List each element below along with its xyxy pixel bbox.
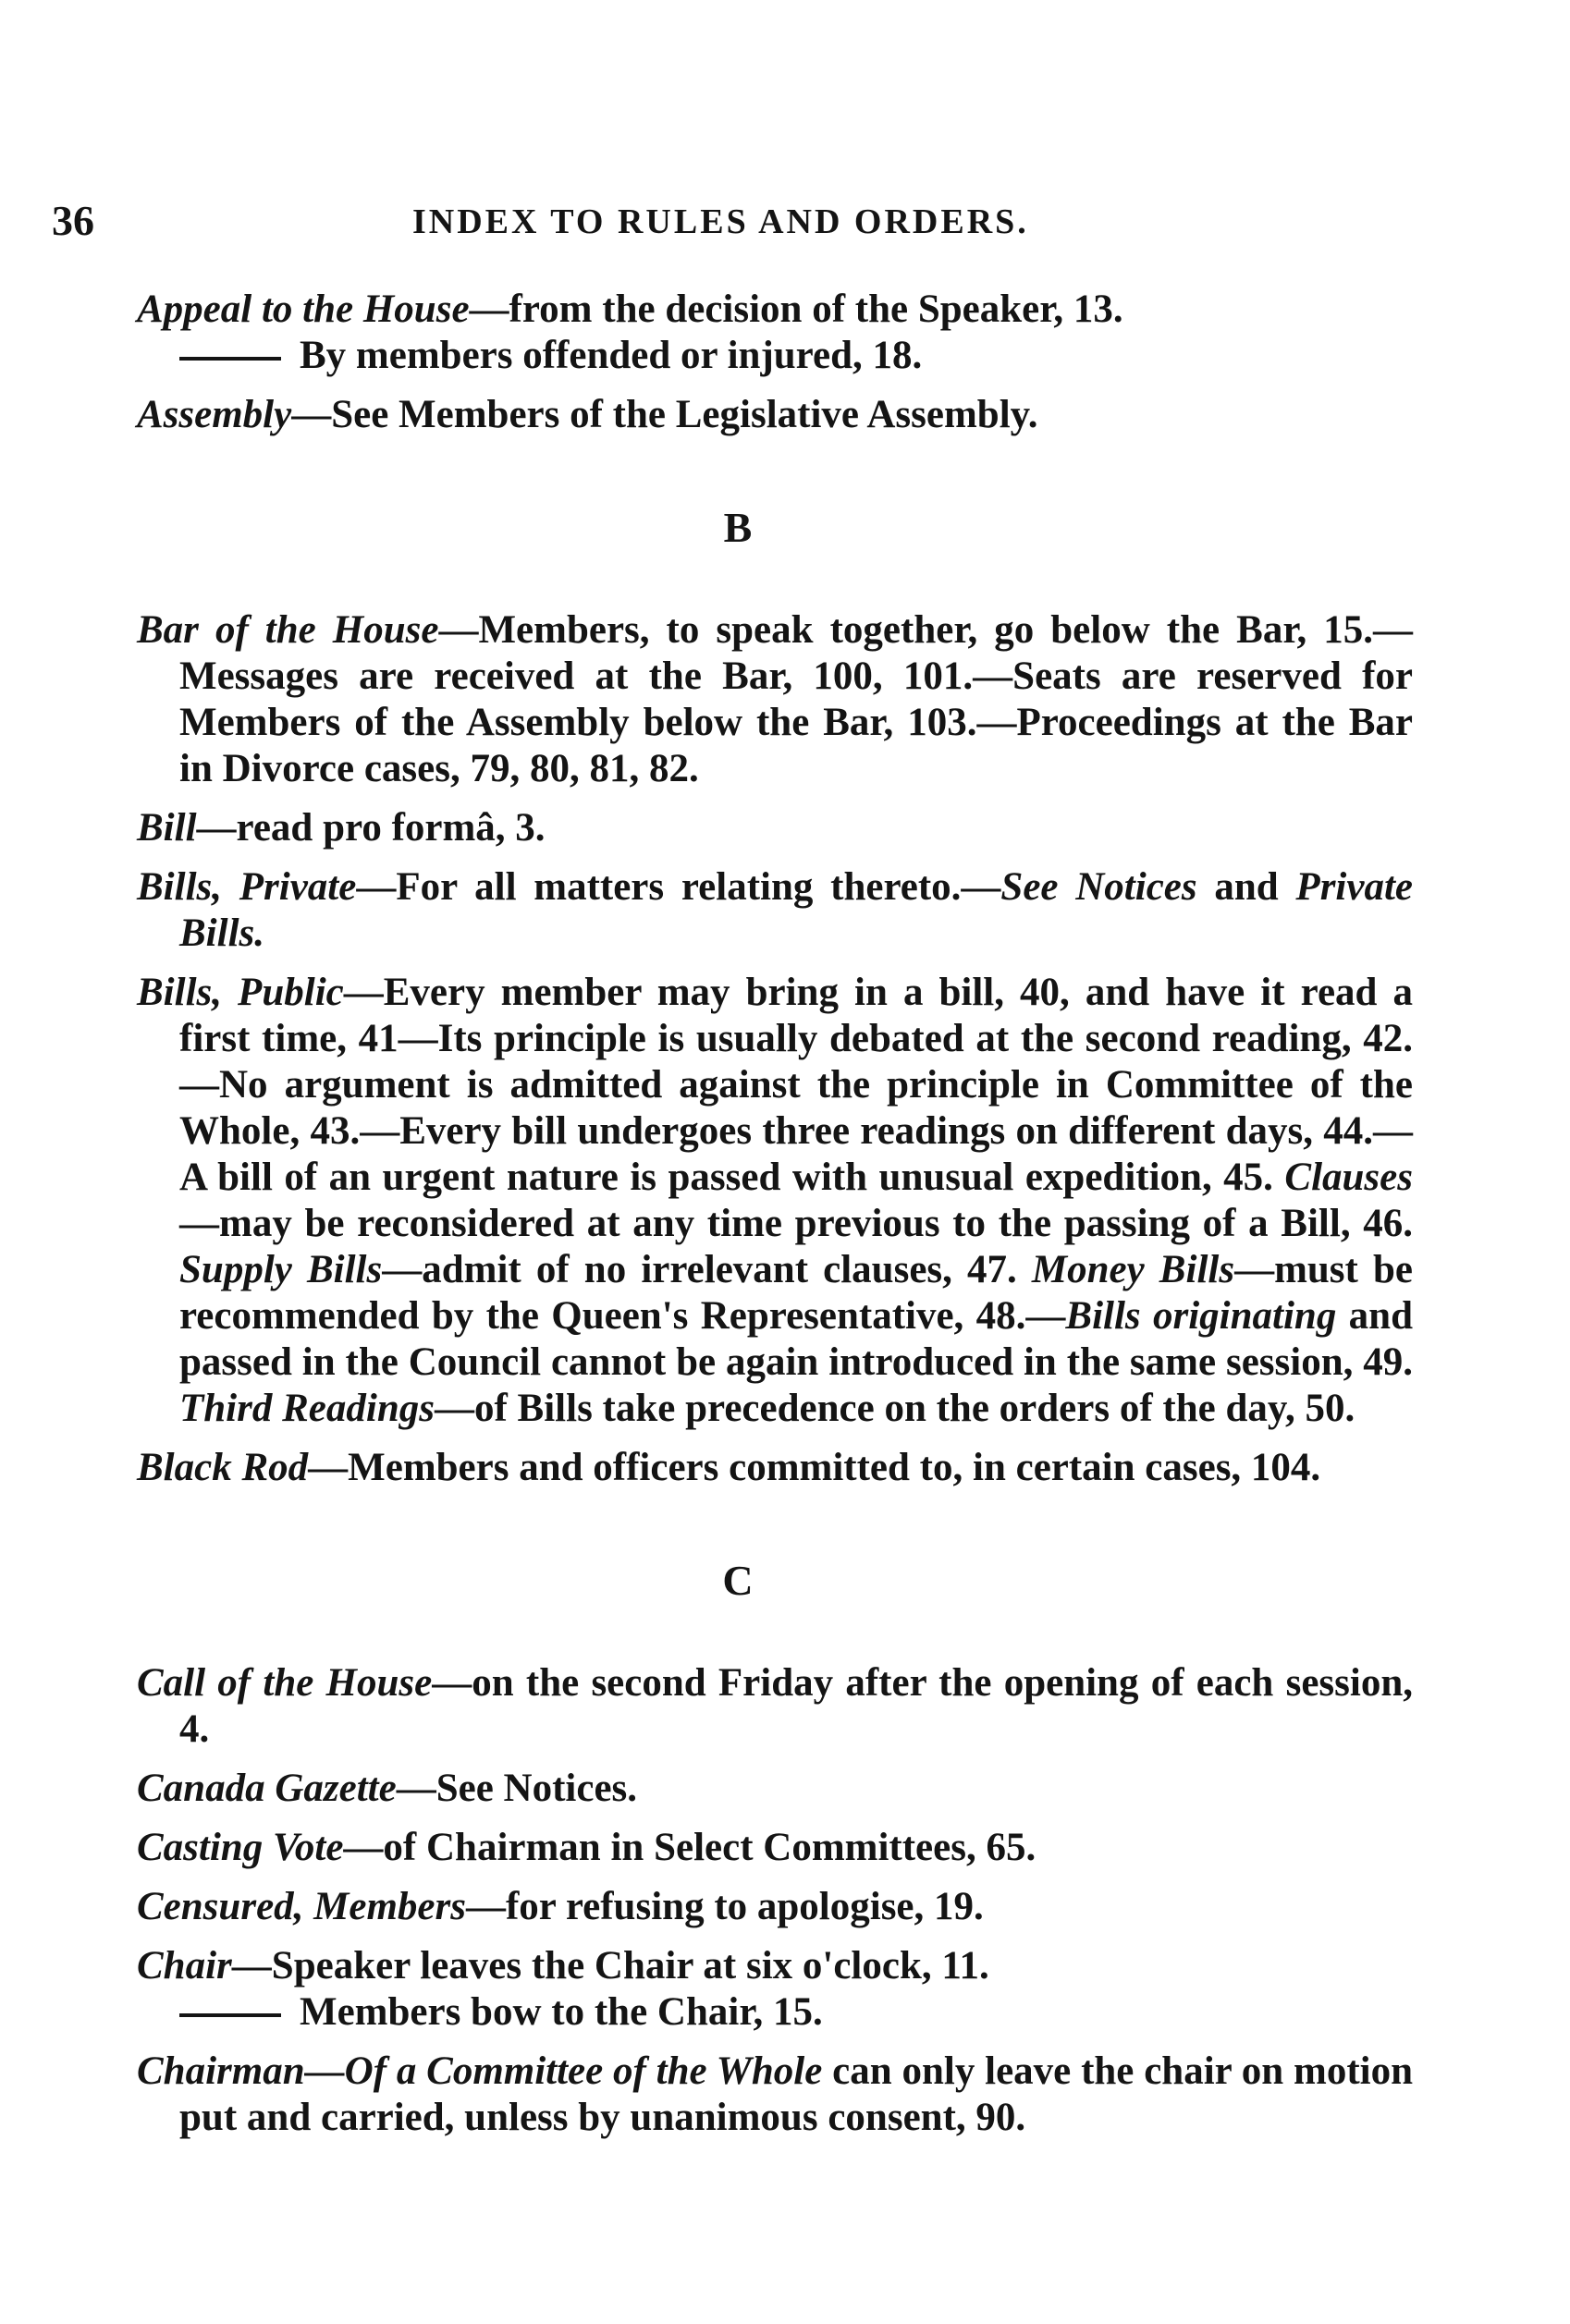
entry-keyword: Casting Vote bbox=[137, 1826, 344, 1869]
entry-text: —may be reconsidered at any time previous to the passing of a Bill, 46. bbox=[179, 1202, 1413, 1245]
entry-keyword: Bills, Private bbox=[137, 865, 357, 909]
entry-text: —must be recommended by the Queen's Representative, 48.— bbox=[179, 1248, 1413, 1338]
entry-text: —from the decision of the Speaker, 13. bbox=[469, 287, 1123, 331]
entry-keyword: Canada Gazette bbox=[137, 1767, 397, 1810]
section-letter-c: C bbox=[722, 1557, 754, 1604]
entry-keyword: Bill bbox=[137, 806, 197, 850]
entry-call bbox=[137, 1660, 1413, 1753]
see-reference: See Notices bbox=[1000, 865, 1197, 909]
entry-subkeyword: Third Readings bbox=[179, 1387, 435, 1430]
entry-keyword: Assembly bbox=[137, 393, 292, 436]
running-title: INDEX TO RULES AND ORDERS. bbox=[412, 202, 1029, 241]
entry-chair-sub bbox=[137, 1989, 1413, 2036]
entry-text: —For all matters relating thereto.— bbox=[356, 865, 1001, 909]
entry-text: and passed in the Council cannot be again introduced in the same session, 49. bbox=[179, 1294, 1413, 1384]
ditto-dash bbox=[179, 2013, 281, 2017]
entry-text: —Every member may bring in a bill, 40, and have it read a first time, 41—Its principle is usually debated at the second reading, 42.—No argument is admitted against the principle in Committee of the Whole, 43.—Every bill undergoes three readings on different days, 44.—A bill of an urgent nature is passed with unusual expedition, 45. bbox=[179, 971, 1413, 1199]
section-letter-b: B bbox=[723, 504, 753, 551]
entry-text: —of Bills take precedence on the orders of the day, 50. bbox=[434, 1387, 1355, 1430]
entry-keyword: Chairman—Of a Committee of the Whole bbox=[137, 2049, 823, 2093]
entry-keyword: Call of the House bbox=[137, 1661, 433, 1705]
entry-chair bbox=[137, 1943, 1413, 1989]
entry-text: —See Notices. bbox=[396, 1767, 638, 1810]
entry-text: —Members, to speak together, go below the Bar, 15.—Messages are received at the Bar, 100, 101.—Seats are reserved for Members of the Assembly below the Bar, 103.—Proceedings at the Bar in Divorce cases, 79, 80, 81, 82. bbox=[179, 608, 1413, 790]
entry-text: By members offended or injured, 18. bbox=[300, 334, 923, 377]
entry-bar bbox=[137, 607, 1413, 792]
entry-keyword: Black Rod bbox=[137, 1446, 309, 1489]
entry-subkeyword: Supply Bills bbox=[179, 1248, 383, 1291]
entry-bills-private bbox=[137, 864, 1413, 957]
entry-appeal-sub bbox=[137, 333, 1413, 379]
entry-casting-vote bbox=[137, 1825, 1413, 1871]
entry-text: Members bow to the Chair, 15. bbox=[300, 1990, 823, 2034]
entry-text: —of Chairman in Select Committees, 65. bbox=[343, 1826, 1036, 1869]
entry-text: —Speaker leaves the Chair at six o'clock, 11. bbox=[231, 1944, 989, 1988]
page-header bbox=[52, 196, 1198, 251]
entry-keyword: Chair bbox=[137, 1944, 232, 1988]
entry-text: —See Members of the Legislative Assembly. bbox=[291, 393, 1038, 436]
entry-text: —admit of no irrelevant clauses, 47. bbox=[382, 1248, 1032, 1291]
entry-subkeyword: Money Bills bbox=[1031, 1248, 1235, 1291]
entry-keyword: Censured, Members bbox=[137, 1885, 466, 1928]
entry-black-rod bbox=[137, 1445, 1413, 1491]
entry-appeal bbox=[137, 287, 1413, 333]
entry-text: and bbox=[1196, 865, 1296, 909]
entry-text: —on the second Friday after the opening of each session, 4. bbox=[179, 1661, 1413, 1751]
entry-gazette bbox=[137, 1766, 1413, 1812]
ditto-dash bbox=[179, 357, 281, 361]
entry-subkeyword: Clauses bbox=[1284, 1156, 1413, 1199]
entry-text: can only leave the chair on motion put and carried, unless by unanimous consent, 90. bbox=[179, 2049, 1414, 2139]
entry-bill bbox=[137, 805, 1413, 851]
index-content bbox=[137, 287, 1413, 2154]
entry-chairman bbox=[137, 2049, 1413, 2141]
entry-text: —read pro formâ, 3. bbox=[196, 806, 546, 850]
entry-assembly bbox=[137, 392, 1413, 438]
entry-text: —Members and officers committed to, in certain cases, 104. bbox=[308, 1446, 1321, 1489]
page-number: 36 bbox=[52, 197, 94, 244]
entry-subkeyword: Bills originating bbox=[1065, 1294, 1337, 1338]
entry-keyword: Appeal to the House bbox=[137, 287, 470, 331]
entry-keyword: Bar of the House bbox=[137, 608, 439, 652]
see-reference: Private Bills. bbox=[179, 865, 1413, 955]
entry-keyword: Bills, Public bbox=[137, 971, 344, 1014]
entry-censured bbox=[137, 1884, 1413, 1930]
entry-text: —for refusing to apologise, 19. bbox=[465, 1885, 984, 1928]
entry-bills-public bbox=[137, 970, 1413, 1432]
